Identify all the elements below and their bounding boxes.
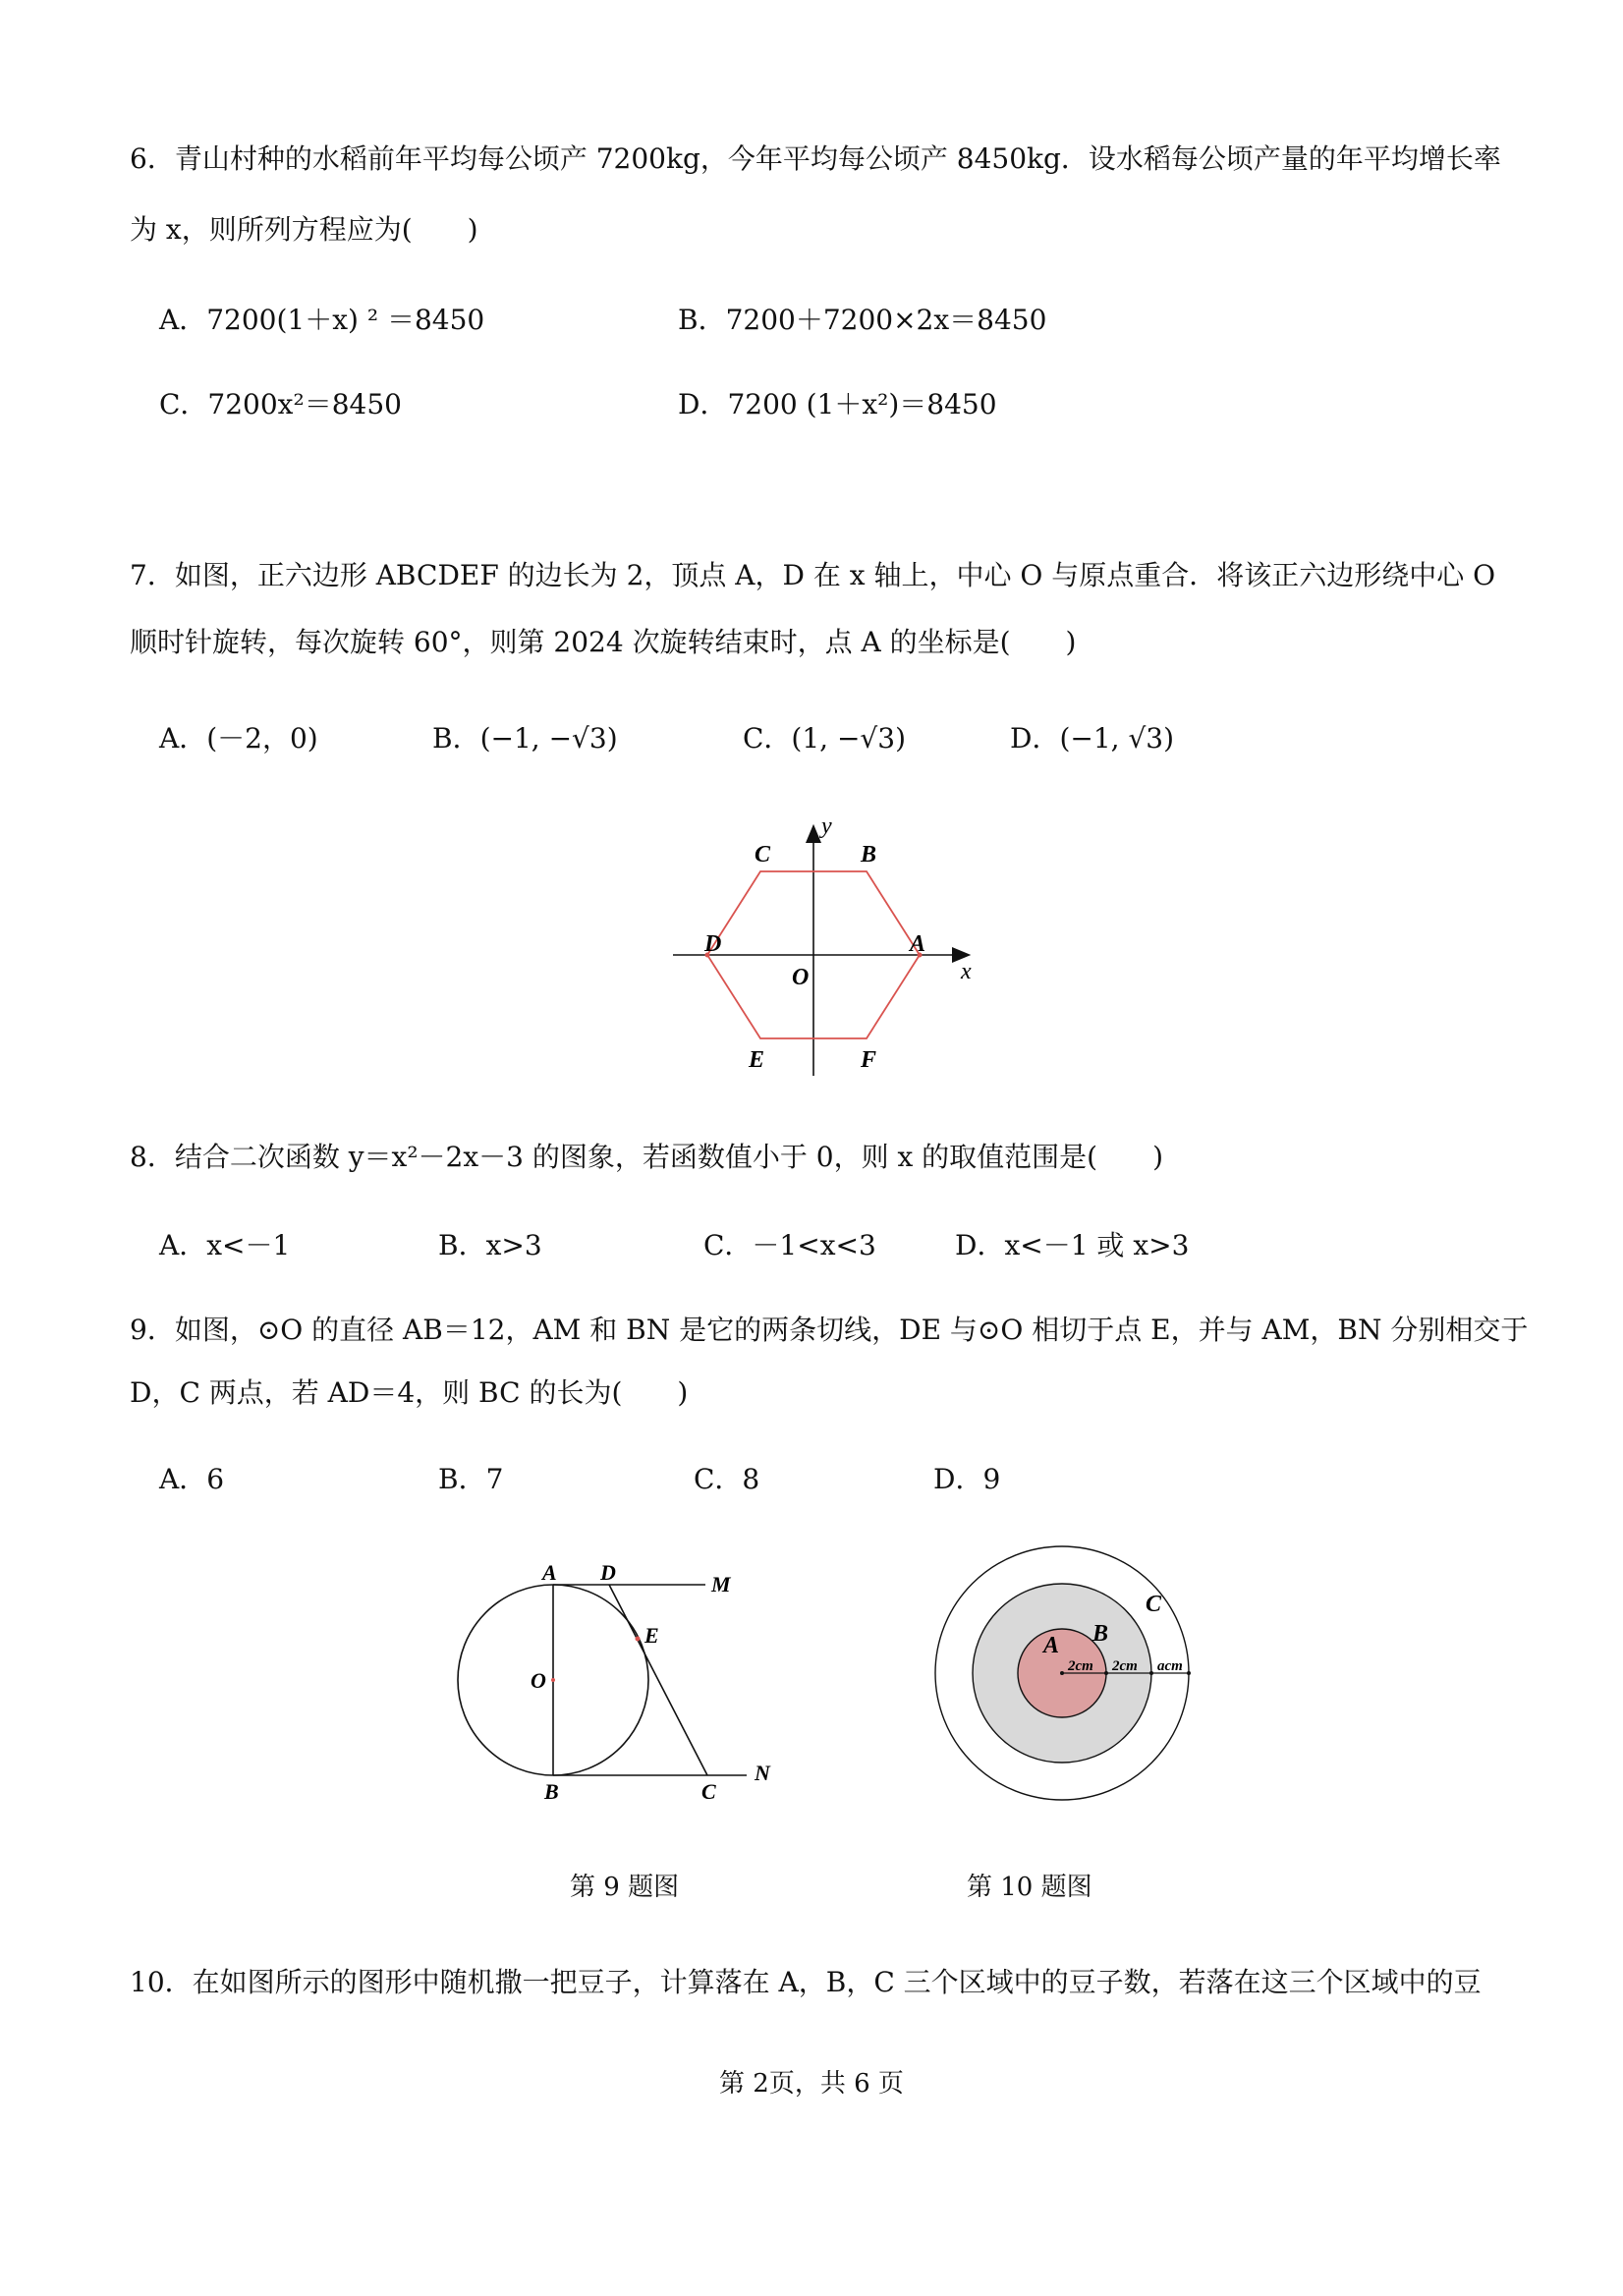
q6-option-a: A．7200(1＋x) ² ＝8450 [159,304,485,336]
q8-line1: 8．结合二次函数 y＝x²－2x－3 的图象，若函数值小于 0，则 x 的取值范围是( ) [130,1141,1164,1173]
q6-option-b: B．7200＋7200×2x＝8450 [678,304,1047,336]
q9-option-b: B．7 [438,1463,504,1495]
label-d: D [600,1560,616,1585]
q7-option-d: D．(−1, √3) [1010,722,1175,755]
q7-option-c: C．(1, −√3) [743,722,907,755]
label-x: x [961,959,972,984]
q9-option-a: A．6 [159,1463,225,1495]
label-y: y [821,813,832,839]
q9-line2: D，C 两点，若 AD＝4，则 BC 的长为( ) [130,1376,689,1409]
q8-option-d: D．x<－1 或 x>3 [955,1229,1190,1261]
hexagon-figure [658,806,992,1081]
q9-option-d: D．9 [933,1463,1001,1495]
label-2cm-inner: 2cm [1068,1658,1093,1674]
q7-line2: 顺时针旋转，每次旋转 60°，则第 2024 次旋转结束时，点 A 的坐标是( ) [130,626,1077,658]
label-f: F [861,1047,877,1073]
q8-option-c: C．－1<x<3 [703,1229,876,1261]
q7-option-a: A．(－2，0) [159,722,318,755]
label-m: M [711,1572,731,1596]
fig10-caption: 第 10 题图 [967,1873,1092,1902]
page-footer: 第 2页，共 6 页 [719,2069,904,2099]
label-e: E [644,1623,659,1648]
q10-line1: 10．在如图所示的图形中随机撒一把豆子，计算落在 A，B，C 三个区域中的豆子数，若落在这三个区域中的豆 [130,1966,1482,1998]
label-acm: acm [1157,1658,1183,1674]
label-a: A [910,931,926,957]
label-e: E [749,1047,765,1073]
concentric-circles-figure [923,1542,1199,1808]
label-d: D [704,931,722,957]
label-a: A [1043,1633,1060,1658]
label-o: O [792,965,810,990]
q6-line2: 为 x，则所列方程应为( ) [130,213,478,246]
q7-option-b: B．(−1, −√3) [432,722,618,755]
fig9-caption: 第 9 题图 [570,1873,680,1902]
q8-option-b: B．x>3 [438,1229,542,1261]
label-b: B [544,1779,559,1804]
q6-option-c: C．7200x²＝8450 [159,388,402,420]
label-a: A [542,1560,557,1585]
label-2cm-middle: 2cm [1112,1658,1138,1674]
q7-line1: 7．如图，正六边形 ABCDEF 的边长为 2，顶点 A，D 在 x 轴上，中心 O 与原点重合．将该正六边形绕中心 O [130,559,1496,591]
label-b: B [861,842,877,868]
q6-line1: 6．青山村种的水稻前年平均每公顷产 7200kg，今年平均每公顷产 8450kg．设水稻每公顷产量的年平均增长率 [130,142,1501,175]
label-c: C [701,1779,716,1804]
label-b: B [1092,1621,1109,1647]
q6-option-d: D．7200 (1＋x²)＝8450 [678,388,997,420]
label-o: O [531,1668,546,1693]
q8-option-a: A．x<－1 [159,1229,291,1261]
q9-line1: 9．如图，⊙O 的直径 AB＝12，AM 和 BN 是它的两条切线，DE 与⊙O 相切于点 E，并与 AM，BN 分别相交于 [130,1314,1529,1346]
tangent-circle-figure [442,1552,786,1808]
label-n: N [755,1761,770,1785]
label-c: C [1146,1592,1162,1617]
q9-option-c: C．8 [694,1463,760,1495]
label-c: C [755,842,771,868]
